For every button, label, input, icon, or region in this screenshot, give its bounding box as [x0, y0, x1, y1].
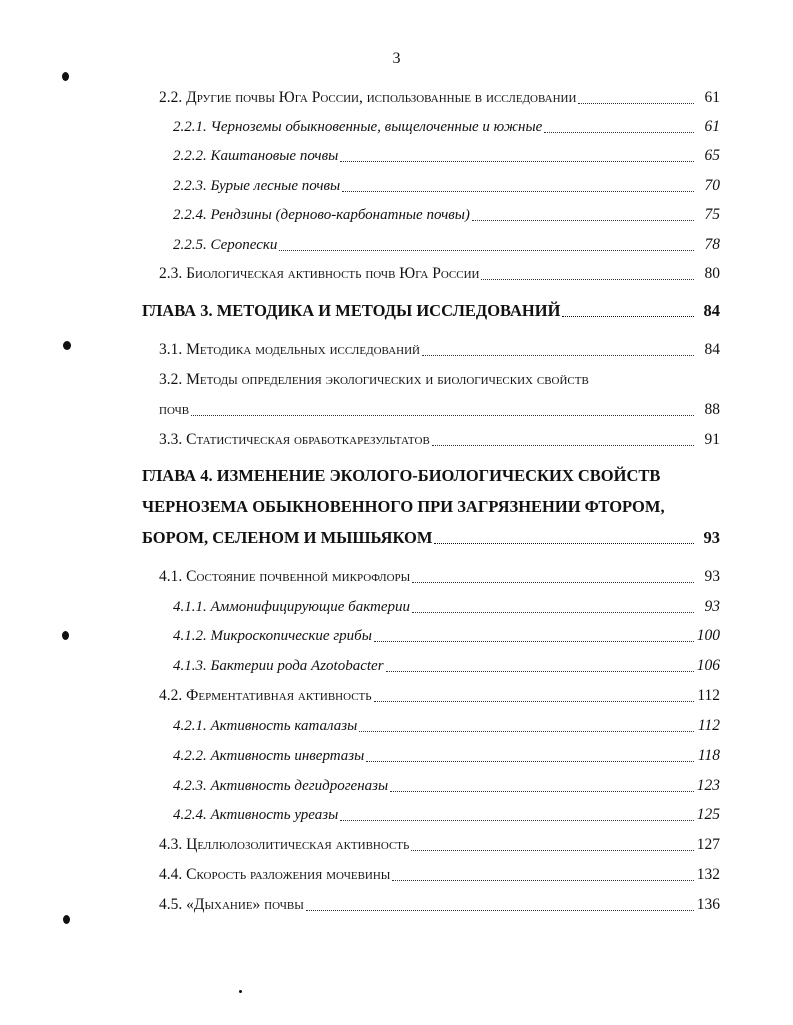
toc-entry[interactable] — [142, 862, 720, 888]
toc-entry[interactable] — [142, 802, 720, 828]
entry-title: 4.1. Состояние почвенной микрофлоры — [159, 568, 411, 585]
entry-title: 4.1.3. Бактерии рода Azotobacter — [173, 658, 384, 674]
toc-entry[interactable] — [142, 337, 720, 363]
toc-entry[interactable] — [142, 743, 720, 769]
toc-entry[interactable] — [142, 143, 720, 169]
toc-entry[interactable] — [142, 232, 720, 258]
leader-dots — [411, 850, 694, 851]
entry-title: 4.1.1. Аммонифицирующие бактерии — [173, 599, 411, 615]
entry-title: 4.2.3. Активность дегидрогеназы — [173, 778, 389, 794]
leader-dots — [279, 250, 694, 251]
entry-title-continuation: почв — [159, 401, 190, 418]
toc-entry[interactable] — [142, 594, 720, 620]
entry-title: 2.2.2. Каштановые почвы — [173, 148, 339, 164]
entry-page: 123 — [696, 777, 720, 794]
leader-dots — [374, 641, 694, 642]
entry-title: 2.2. Другие почвы Юга России, использованные в исследовании — [159, 89, 577, 106]
margin-mark — [62, 631, 69, 640]
leader-dots — [340, 820, 694, 821]
page-number: 3 — [392, 50, 401, 67]
leader-dots — [481, 279, 694, 280]
toc-entry[interactable] — [142, 683, 720, 709]
toc-entry[interactable] — [142, 85, 720, 111]
entry-title: 4.3. Целлюлозолитическая активность — [159, 836, 410, 853]
margin-mark — [63, 915, 70, 924]
margin-mark — [62, 72, 69, 81]
margin-mark — [63, 341, 71, 350]
leader-dots — [432, 445, 694, 446]
leader-dots — [434, 543, 694, 544]
toc-entry[interactable] — [142, 892, 720, 918]
toc-entry[interactable] — [142, 713, 720, 739]
leader-dots — [578, 103, 694, 104]
entry-page: 91 — [704, 431, 720, 448]
toc-entry[interactable] — [142, 114, 720, 140]
toc-entry[interactable] — [142, 623, 720, 649]
entry-page: 125 — [696, 806, 720, 823]
entry-page: 112 — [697, 687, 720, 704]
leader-dots — [306, 910, 694, 911]
entry-page: 61 — [704, 118, 720, 135]
toc-entry[interactable] — [142, 653, 720, 679]
entry-title: 4.5. «Дыхание» почвы — [159, 896, 304, 913]
entry-title: 3.1. Методика модельных исследований — [159, 341, 420, 358]
entry-page: 78 — [704, 236, 720, 253]
entry-title: 4.2.4. Активность уреазы — [173, 807, 339, 823]
toc-entry[interactable] — [142, 261, 720, 287]
entry-page: 84 — [704, 341, 720, 358]
chapter-title: ГЛАВА 3. МЕТОДИКА И МЕТОДЫ ИССЛЕДОВАНИЙ — [142, 301, 561, 320]
leader-dots — [342, 191, 694, 192]
entry-title: 4.2.1. Активность каталазы — [173, 718, 358, 734]
entry-title: 2.2.4. Рендзины (дерново-карбонатные почвы) — [173, 207, 470, 223]
leader-dots — [340, 161, 694, 162]
leader-dots — [412, 582, 694, 583]
entry-title: 4.2. Ферментативная активность — [159, 687, 372, 704]
entry-page: 93 — [703, 528, 720, 547]
entry-title: 2.3. Биологическая активность почв Юга России — [159, 265, 480, 282]
toc-entry[interactable] — [142, 564, 720, 590]
leader-dots — [390, 791, 694, 792]
leader-dots — [562, 316, 694, 317]
entry-page: 75 — [704, 206, 720, 223]
leader-dots — [544, 132, 694, 133]
entry-page: 61 — [704, 89, 720, 106]
toc-entry[interactable] — [142, 202, 720, 228]
chapter-title-line3: БОРОМ, СЕЛЕНОМ И МЫШЬЯКОМ — [142, 528, 433, 547]
leader-dots — [472, 220, 694, 221]
entry-title: 3.3. Статистическая обработкарезультатов — [159, 431, 430, 448]
leader-dots — [422, 355, 694, 356]
entry-page: 136 — [696, 896, 720, 913]
entry-title: 4.2.2. Активность инвертазы — [173, 748, 365, 764]
toc-entry-line1[interactable] — [142, 367, 720, 393]
toc-entry[interactable] — [142, 773, 720, 799]
leader-dots — [366, 761, 694, 762]
entry-page: 93 — [704, 598, 720, 615]
margin-mark — [239, 990, 242, 993]
entry-page: 84 — [703, 301, 720, 320]
chapter-title-line1: ГЛАВА 4. ИЗМЕНЕНИЕ ЭКОЛОГО-БИОЛОГИЧЕСКИХ СВОЙСТВ — [142, 466, 661, 485]
toc-chapter-entry[interactable] — [142, 525, 720, 551]
entry-title: 3.2. Методы определения экологических и биологических свойств — [159, 371, 589, 388]
entry-title: 4.1.2. Микроскопические грибы — [173, 628, 372, 644]
entry-page: 132 — [696, 866, 720, 883]
entry-page: 65 — [704, 147, 720, 164]
leader-dots — [392, 880, 694, 881]
leader-dots — [359, 731, 694, 732]
chapter-title-line2: ЧЕРНОЗЕМА ОБЫКНОВЕННОГО ПРИ ЗАГРЯЗНЕНИИ ФТОРОМ, — [142, 497, 665, 516]
entry-page: 100 — [696, 627, 720, 644]
entry-page: 118 — [697, 747, 720, 764]
entry-page: 127 — [696, 836, 720, 853]
entry-title: 2.2.3. Бурые лесные почвы — [173, 178, 341, 194]
toc-entry[interactable] — [142, 173, 720, 199]
entry-title: 2.2.1. Черноземы обыкновенные, выщелоченные и южные — [173, 119, 543, 135]
toc-entry-line2[interactable] — [142, 397, 720, 423]
entry-title: 4.4. Скорость разложения мочевины — [159, 866, 391, 883]
entry-page: 88 — [704, 401, 720, 418]
entry-page: 80 — [704, 265, 720, 282]
entry-page: 70 — [704, 177, 720, 194]
entry-page: 93 — [704, 568, 720, 585]
leader-dots — [386, 671, 694, 672]
toc-chapter-entry[interactable] — [142, 298, 720, 324]
toc-entry[interactable] — [142, 832, 720, 858]
toc-entry[interactable] — [142, 427, 720, 453]
entry-page: 106 — [696, 657, 720, 674]
entry-page: 112 — [697, 717, 720, 734]
leader-dots — [374, 701, 694, 702]
leader-dots — [412, 612, 694, 613]
leader-dots — [191, 415, 694, 416]
entry-title: 2.2.5. Серопески — [173, 237, 278, 253]
